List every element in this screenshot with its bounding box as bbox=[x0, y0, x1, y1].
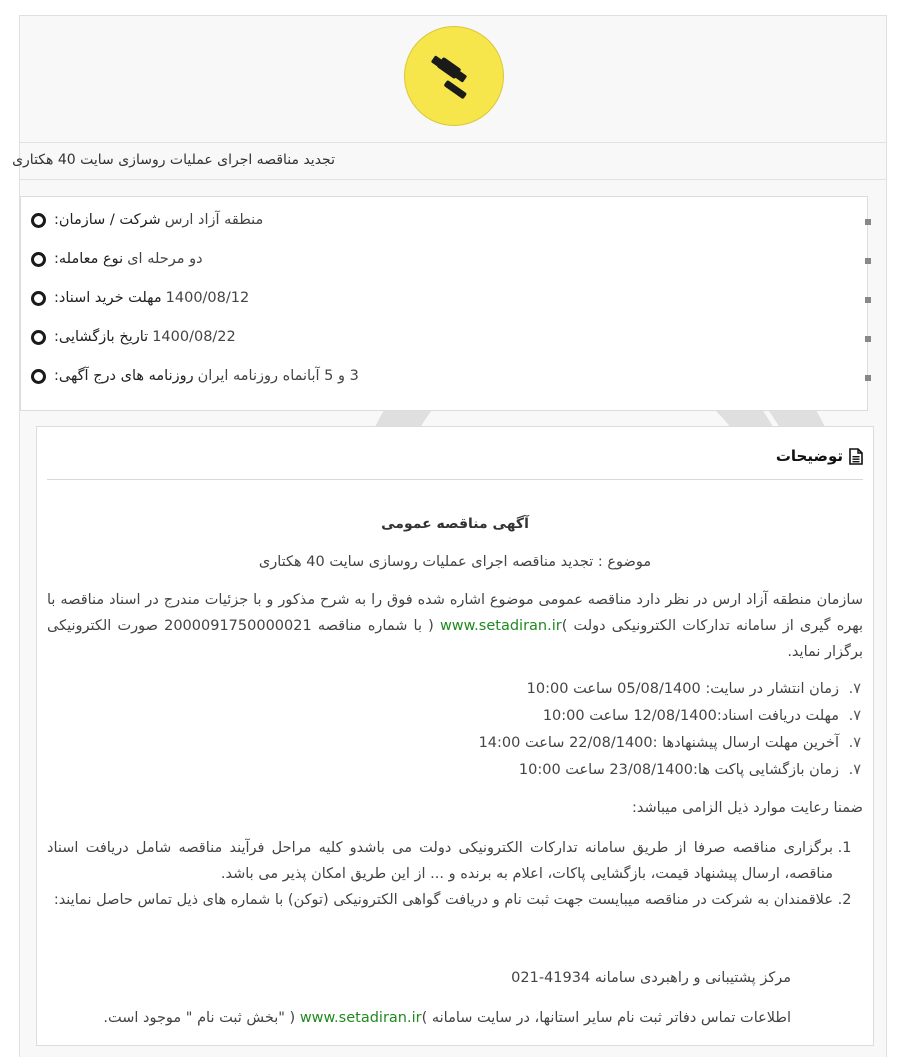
gavel-icon bbox=[426, 48, 482, 104]
bullet-circle-icon bbox=[31, 330, 46, 345]
bullet-square-icon bbox=[865, 375, 871, 381]
notice-title: آگهی مناقصه عمومی bbox=[381, 516, 529, 532]
list-item: 1. برگزاری مناقصه صرفا از طریق سامانه تدارکات الکترونیکی دولت می باشدو کلیه مراحل فرآیند مناقصه شامل دریافت اسناد مناقصه، ارسال پیشنهاد قیمت، بازگشایی پاکات، اعلام به برنده و ... از این طریق امکان پذیر می باشد. bbox=[47, 835, 833, 887]
info-label: مهلت خرید اسناد: bbox=[54, 290, 162, 306]
contact-text: اطلاعات تماس دفاتر ثبت نام سایر استانها، در سایت سامانه ) bbox=[421, 1010, 791, 1026]
title-bar bbox=[12, 142, 886, 180]
bullet-circle-icon bbox=[31, 291, 46, 306]
rules-list bbox=[47, 835, 863, 913]
document-icon bbox=[849, 448, 863, 465]
bullet-circle-icon bbox=[31, 252, 46, 267]
description-heading-label: توضیحات bbox=[775, 447, 843, 465]
info-label: شرکت / سازمان: bbox=[54, 212, 161, 228]
support-center-text: مرکز پشتیبانی و راهبردی سامانه 41934-021 bbox=[511, 970, 791, 986]
setadiran-link[interactable]: www.setadiran.ir bbox=[439, 618, 562, 634]
dates-list bbox=[479, 676, 863, 784]
notice-subject: موضوع : تجدید مناقصه اجرای عملیات روسازی سایت 40 هکتاری bbox=[258, 554, 652, 570]
info-row-deal-type bbox=[21, 249, 867, 273]
bullet-square-icon bbox=[865, 336, 871, 342]
info-value: دو مرحله ای bbox=[127, 251, 203, 267]
list-item: ٧. زمان بازگشایی پاکت ها:23/08/1400 ساعت 10:00 bbox=[479, 757, 839, 784]
info-value: منطقه آزاد ارس bbox=[164, 212, 264, 228]
description-heading bbox=[776, 447, 863, 465]
bullet-circle-icon bbox=[31, 369, 46, 384]
page-container bbox=[12, 15, 887, 1057]
info-row-purchase-deadline bbox=[21, 288, 867, 312]
bullet-circle-icon bbox=[31, 213, 46, 228]
setadiran-link[interactable]: www.setadiran.ir bbox=[299, 1010, 422, 1026]
info-row-newspapers bbox=[21, 366, 867, 390]
list-item: ٧. آخرین مهلت ارسال پیشنهادها :22/08/1400 ساعت 14:00 bbox=[479, 730, 839, 757]
requirements-intro: ضمنا رعایت موارد ذیل الزامی میباشد: bbox=[631, 800, 863, 816]
notice-paragraph bbox=[47, 587, 863, 665]
bullet-square-icon bbox=[865, 297, 871, 303]
bullet-square-icon bbox=[865, 219, 871, 225]
info-label: تاریخ بازگشایی: bbox=[54, 329, 149, 345]
page-title: تجدید مناقصه اجرای عملیات روسازی سایت 40 هکتاری bbox=[12, 152, 335, 168]
list-item: 2. علاقمندان به شرکت در مناقصه میبایست جهت ثبت نام و دریافت گواهی الکترونیکی (توکن) با شماره های ذیل تماس حاصل نمایند: bbox=[47, 887, 833, 913]
info-label: نوع معامله: bbox=[54, 251, 124, 267]
tender-info-box bbox=[20, 196, 868, 411]
info-label: روزنامه های درج آگهی: bbox=[54, 368, 194, 384]
info-row-opening-date bbox=[21, 327, 867, 351]
info-row-organization bbox=[21, 210, 867, 234]
paragraph-text: سازمان منطقه آزاد ارس در نظر دارد مناقصه عمومی موضوع اشاره شده فوق را به شرح مذکور و با جزئیات مندرج در اسناد مناقصه با بهره گیری از سامانه تدارکات الکترونیکی دولت ) bbox=[47, 592, 864, 634]
info-value: 3 و 5 آبانماه روزنامه ایران bbox=[197, 368, 359, 384]
info-value: 1400/08/22 bbox=[152, 329, 236, 345]
contact-text-cont: ( "بخش ثبت نام " موجود است. bbox=[103, 1010, 296, 1026]
description-box bbox=[36, 426, 874, 1046]
list-item: ٧. مهلت دریافت اسناد:12/08/1400 ساعت 10:00 bbox=[479, 703, 839, 730]
paragraph-text-cont: ( با شماره مناقصه 2000091750000021 صورت الکترونیکی برگزار نماید. bbox=[47, 618, 863, 660]
divider bbox=[47, 479, 863, 480]
logo-area bbox=[20, 16, 886, 142]
auction-logo bbox=[404, 26, 504, 126]
list-item: ٧. زمان انتشار در سایت: 05/08/1400 ساعت 10:00 bbox=[479, 676, 839, 703]
contact-info bbox=[103, 1005, 791, 1031]
info-value: 1400/08/12 bbox=[165, 290, 250, 306]
bullet-square-icon bbox=[865, 258, 871, 264]
